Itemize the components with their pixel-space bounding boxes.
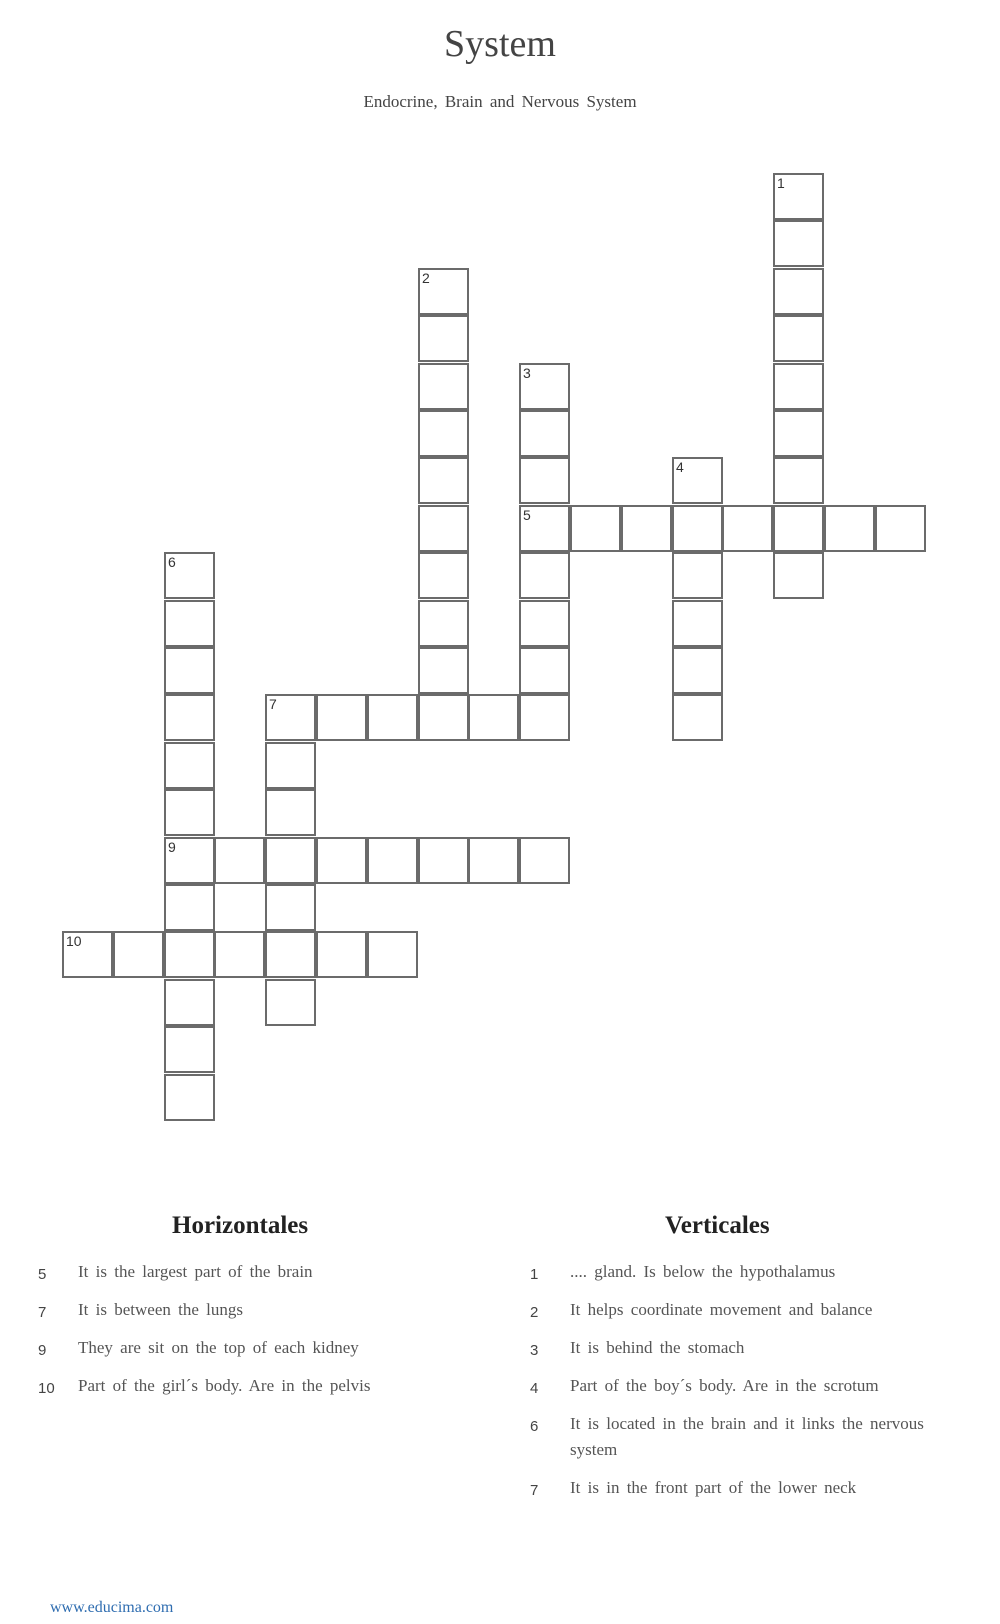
clue-number-label: 1 <box>530 1266 539 1283</box>
crossword-cell[interactable] <box>773 173 824 220</box>
crossword-cell[interactable] <box>672 600 723 647</box>
across-clue-list <box>38 1259 458 1411</box>
down-heading: Verticales <box>665 1212 770 1239</box>
across-heading: Horizontales <box>172 1212 309 1239</box>
crossword-cell[interactable] <box>468 837 519 884</box>
clue-number: 4 <box>676 459 684 475</box>
crossword-cell[interactable] <box>367 694 418 741</box>
crossword-cell[interactable] <box>773 268 824 315</box>
crossword-cell[interactable] <box>265 979 316 1026</box>
crossword-cell[interactable] <box>265 694 316 741</box>
crossword-cell[interactable] <box>316 694 367 741</box>
crossword-cell[interactable] <box>265 742 316 789</box>
crossword-cell[interactable] <box>418 315 469 362</box>
crossword-cell[interactable] <box>265 837 316 884</box>
clue-number: 6 <box>168 554 176 570</box>
clue-number: 9 <box>168 839 176 855</box>
clue-text: Part of the boy´s body. Are in the scrotum <box>570 1376 879 1395</box>
crossword-cell[interactable] <box>418 363 469 410</box>
clue-text: Part of the girl´s body. Are in the pelvis <box>78 1376 371 1395</box>
crossword-cell[interactable] <box>773 220 824 267</box>
crossword-cell[interactable] <box>418 268 469 315</box>
crossword-cell[interactable] <box>214 931 265 978</box>
down-clue[interactable] <box>530 1475 935 1501</box>
crossword-cell[interactable] <box>316 931 367 978</box>
crossword-cell[interactable] <box>418 410 469 457</box>
clue-number: 10 <box>66 933 82 949</box>
crossword-cell[interactable] <box>367 931 418 978</box>
crossword-cell[interactable] <box>468 694 519 741</box>
clue-number-label: 7 <box>38 1304 47 1321</box>
clue-text: It is in the front part of the lower neck <box>570 1478 857 1497</box>
crossword-cell[interactable] <box>367 837 418 884</box>
crossword-cell[interactable] <box>672 552 723 599</box>
crossword-cell[interactable] <box>164 694 215 741</box>
crossword-cell[interactable] <box>722 505 773 552</box>
crossword-cell[interactable] <box>164 1026 215 1073</box>
crossword-cell[interactable] <box>773 315 824 362</box>
page-subtitle: Endocrine, Brain and Nervous System <box>363 92 637 111</box>
clue-text: It is behind the stomach <box>570 1338 745 1357</box>
crossword-cell[interactable] <box>418 837 469 884</box>
footer-link[interactable]: www.educima.com <box>50 1599 174 1616</box>
crossword-cell[interactable] <box>824 505 875 552</box>
clue-number-label: 3 <box>530 1342 539 1359</box>
clue-text: It is the largest part of the brain <box>78 1262 313 1281</box>
across-clue[interactable] <box>38 1373 458 1399</box>
crossword-cell[interactable] <box>519 410 570 457</box>
crossword-cell[interactable] <box>773 410 824 457</box>
clue-number: 7 <box>269 696 277 712</box>
page-title: System <box>444 23 556 65</box>
down-clue-list <box>530 1259 935 1513</box>
crossword-cell[interactable] <box>418 505 469 552</box>
crossword-cell[interactable] <box>113 931 164 978</box>
crossword-cell[interactable] <box>519 457 570 504</box>
crossword-cell[interactable] <box>265 789 316 836</box>
crossword-cell[interactable] <box>570 505 621 552</box>
crossword-cell[interactable] <box>418 600 469 647</box>
across-clue[interactable] <box>38 1259 458 1285</box>
crossword-cell[interactable] <box>418 552 469 599</box>
crossword-cell[interactable] <box>164 647 215 694</box>
across-clue[interactable] <box>38 1297 458 1323</box>
crossword-cell[interactable] <box>164 600 215 647</box>
crossword-cell[interactable] <box>265 931 316 978</box>
clue-text: .... gland. Is below the hypothalamus <box>570 1262 836 1281</box>
crossword-cell[interactable] <box>672 647 723 694</box>
clue-text: It helps coordinate movement and balance <box>570 1300 873 1319</box>
crossword-cell[interactable] <box>418 457 469 504</box>
crossword-cell[interactable] <box>519 363 570 410</box>
crossword-cell[interactable] <box>265 884 316 931</box>
clue-number-label: 6 <box>530 1418 539 1435</box>
crossword-cell[interactable] <box>164 789 215 836</box>
clue-number-label: 7 <box>530 1482 539 1499</box>
crossword-cell[interactable] <box>519 552 570 599</box>
down-clue[interactable] <box>530 1335 935 1361</box>
crossword-cell[interactable] <box>62 931 113 978</box>
crossword-cell[interactable] <box>418 647 469 694</box>
clue-number-label: 2 <box>530 1304 539 1321</box>
crossword-cell[interactable] <box>773 457 824 504</box>
clue-number-label: 9 <box>38 1342 47 1359</box>
crossword-cell[interactable] <box>519 505 570 552</box>
crossword-cell[interactable] <box>519 694 570 741</box>
crossword-cell[interactable] <box>672 457 723 504</box>
down-clue[interactable] <box>530 1373 935 1399</box>
across-clue[interactable] <box>38 1335 458 1361</box>
crossword-cell[interactable] <box>316 837 367 884</box>
down-clue[interactable] <box>530 1297 935 1323</box>
crossword-cell[interactable] <box>773 363 824 410</box>
crossword-cell[interactable] <box>418 694 469 741</box>
crossword-cell[interactable] <box>164 979 215 1026</box>
crossword-cell[interactable] <box>773 505 824 552</box>
clue-number: 3 <box>523 365 531 381</box>
crossword-cell[interactable] <box>519 600 570 647</box>
clue-text: It is between the lungs <box>78 1300 243 1319</box>
clue-number: 2 <box>422 270 430 286</box>
clue-number-label: 4 <box>530 1380 539 1397</box>
crossword-cell[interactable] <box>164 1074 215 1121</box>
crossword-cell[interactable] <box>164 884 215 931</box>
crossword-cell[interactable] <box>773 552 824 599</box>
crossword-cell[interactable] <box>519 647 570 694</box>
crossword-cell[interactable] <box>519 837 570 884</box>
down-clue[interactable] <box>530 1259 935 1285</box>
down-clue[interactable] <box>530 1411 935 1463</box>
crossword-cell[interactable] <box>164 837 215 884</box>
clue-number-label: 5 <box>38 1266 47 1283</box>
crossword-cell[interactable] <box>672 694 723 741</box>
crossword-cell[interactable] <box>164 931 215 978</box>
crossword-cell[interactable] <box>875 505 926 552</box>
clue-number: 5 <box>523 507 531 523</box>
crossword-cell[interactable] <box>214 837 265 884</box>
crossword-cell[interactable] <box>621 505 672 552</box>
crossword-cell[interactable] <box>164 742 215 789</box>
crossword-cell[interactable] <box>672 505 723 552</box>
clue-number: 1 <box>777 175 785 191</box>
crossword-cell[interactable] <box>164 552 215 599</box>
clue-number-label: 10 <box>38 1380 55 1397</box>
clue-text: It is located in the brain and it links the nervous system <box>570 1414 924 1459</box>
clue-text: They are sit on the top of each kidney <box>78 1338 359 1357</box>
